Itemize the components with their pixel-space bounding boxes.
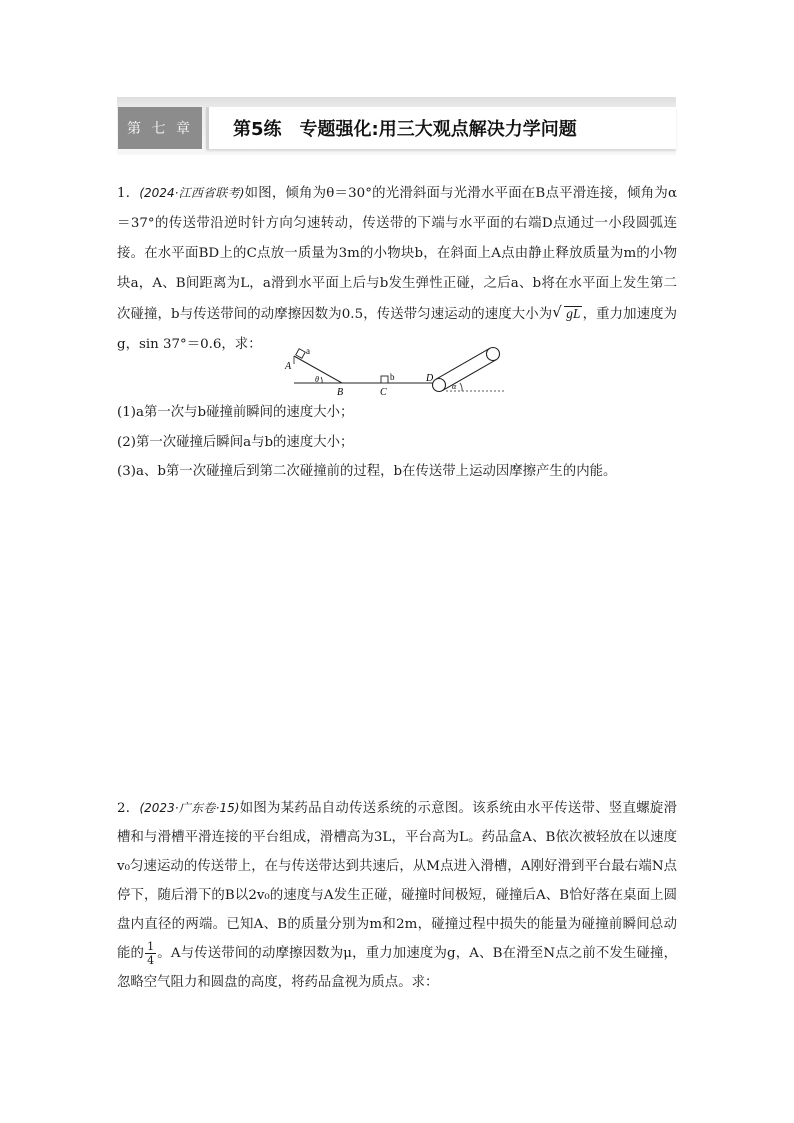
belt-lower-side (442, 360, 496, 391)
belt-upper-side (436, 348, 490, 379)
problem-2 (117, 794, 677, 997)
problem-2-source: (2023·广东卷·15) (139, 801, 240, 815)
label-D: D (426, 373, 434, 384)
label-alpha: α (452, 382, 457, 391)
label-theta: θ (315, 375, 319, 384)
problem-1-figure (282, 344, 506, 398)
label-a: a (306, 346, 310, 356)
fraction-denominator: 4 (147, 954, 155, 967)
label-C: C (380, 387, 387, 398)
sqrt-radicand: gL (566, 306, 581, 321)
problem-2-text-a: 如图为某药品自动传送系统的示意图。该系统由水平传送带、竖直螺旋滑槽和与滑槽平滑连接的平台组成，滑槽高为3L，平台高为L。药品盒A、B依次被轻放在以速度v₀匀速运动的传送带上，在与传送带达到共速后，从M点进入滑槽，A刚好滑到平台最右端N点停下，随后滑下的B以2v₀的速度与A发生正碰，碰撞时间极短，碰撞后A、B恰好落在桌面上圆盘内直径的两端。已知A、B的质量分别为m和2m，碰撞过程中损失的能量为碰撞前瞬间总动能的 (117, 801, 677, 961)
problem-1-number: 1． (117, 186, 140, 201)
label-b: b (390, 372, 395, 382)
block-a (296, 349, 306, 359)
question-2: (2)第一次碰撞后瞬间a与b的速度大小； (117, 434, 354, 450)
alpha-arc (460, 383, 462, 391)
label-B: B (337, 387, 344, 398)
problem-2-text-b: 。A与传送带间的动摩擦因数为μ，重力加速度为g，A、B在滑至N点之前不发生碰撞，忽略空气阻力和圆盘的高度，将药品盒视为质点。求： (117, 946, 678, 990)
problem-1 (117, 178, 677, 360)
problem-1-source: (2024·江西省联考) (139, 186, 245, 200)
lesson-number: 第5练 (233, 119, 282, 140)
problem-1-questions (117, 398, 677, 487)
fraction (145, 940, 156, 967)
problem-2-number: 2． (117, 801, 140, 816)
problem-1-text-b: ，重力加速度为g，sin 37°＝0.6，求： (117, 307, 677, 352)
question-3: (3)a、b第一次碰撞后到第二次碰撞前的过程，b在传送带上运动因摩擦产生的内能。 (117, 464, 617, 479)
lesson-title (206, 107, 676, 149)
chapter-label: 第 七 章 (118, 107, 202, 149)
block-b (381, 376, 388, 383)
sqrt-expression (552, 299, 582, 330)
problem-1-text-a: 如图，倾角为θ＝30°的光滑斜面与光滑水平面在B点平滑连接，倾角为α＝37°的传送带沿逆时针方向匀速转动，传送带的下端与水平面的右端D点通过一小段圆弧连接。在水平面BD上的C点放一质量为3m的小物块b，在斜面上A点由静止释放质量为m的小物块a，A、B间距离为L，a滑到水平面上后与b发生弹性正碰，之后a、b将在水平面上发生第二次碰撞，b与传送带间的动摩擦因数为0.5，传送带匀速运动的速度大小为 (117, 186, 677, 322)
lesson-title-text: 专题强化:用三大观点解决力学问题 (299, 119, 577, 140)
question-1: (1)a第一次与b碰撞前瞬间的速度大小； (117, 405, 354, 420)
theta-arc (321, 377, 322, 383)
label-A: A (285, 361, 292, 372)
fraction-numerator: 1 (147, 940, 155, 953)
